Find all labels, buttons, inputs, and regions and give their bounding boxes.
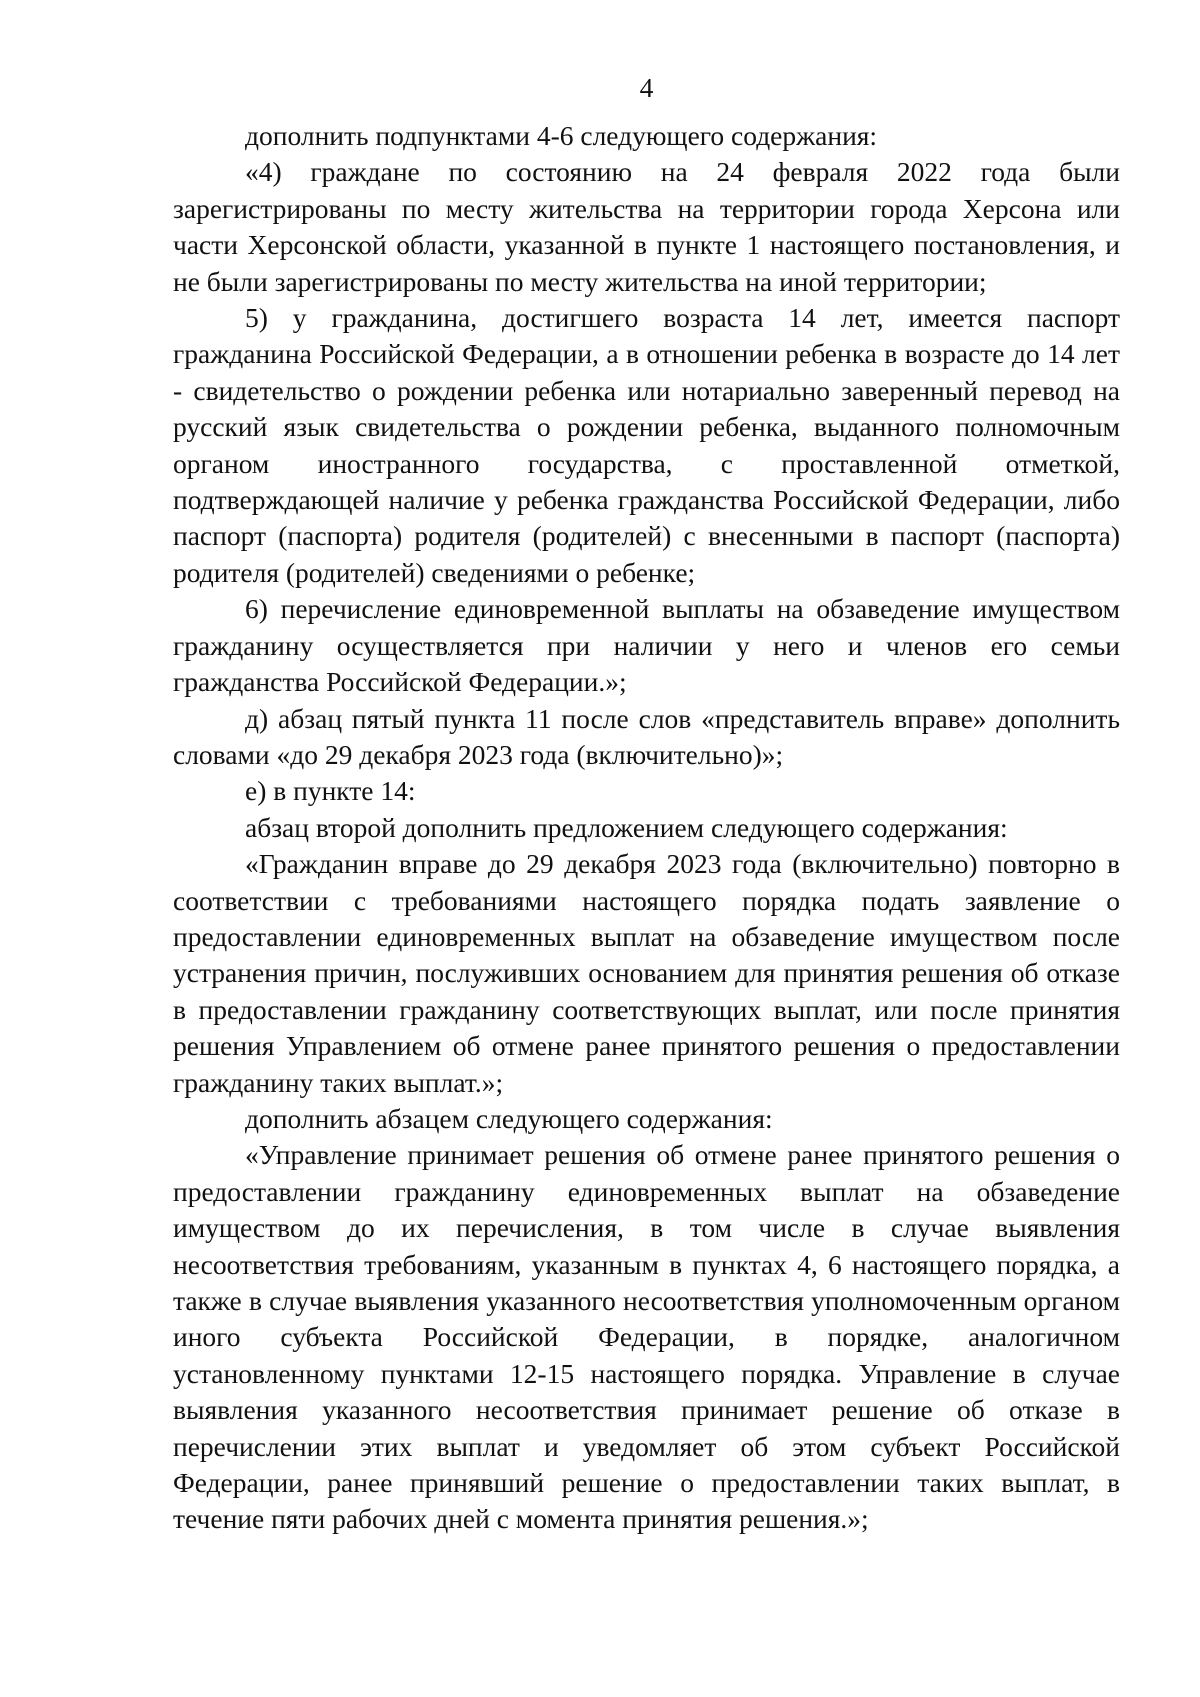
paragraph-e: е) в пункте 14: bbox=[245, 775, 416, 807]
paragraph-d: д) абзац пятый пункта 11 после слов «представитель вправе» дополнить словами «до 29 декабря 2023 года (включительно)»; bbox=[173, 702, 1120, 770]
paragraph-item-4: «4) граждане по состоянию на 24 февраля 2022 года были зарегистрированы по месту жительства на территории города Херсона или части Херсонской области, указанной в пункте 1 настоящего постановления, и не были зарегистрированы по месту жительства на иной территории; bbox=[173, 156, 1120, 297]
paragraph-item-5: 5) у гражданина, достигшего возраста 14 лет, имеется паспорт гражданина Российской Федерации, а в отношении ребенка в возрасте до 14 лет - свидетельство о рождении ребенка или нотариально заверенный перевод на русский язык свидетельства о рождении ребенка, выданного полномочным органом иностранного государства, с проставленной отметкой, подтверждающей наличие у ребенка гражданства Российской Федерации, либо паспорт (паспорта) родителя (родителей) с внесенными в паспорт (паспорта) родителя (родителей) сведениями о ребенке; bbox=[173, 302, 1120, 588]
paragraph-quote-citizen: «Гражданин вправе до 29 декабря 2023 года (включительно) повторно в соответствии с требованиями настоящего порядка подать заявление о предоставлении единовременных выплат на обзаведение имуществом после устранения причин, послуживших основанием для принятия решения об отказе в предоставлении гражданину соответствующих выплат, или после принятия решения Управлением об отмене ранее принятого решения о предоставлении гражданину таких выплат.»; bbox=[173, 848, 1120, 1098]
paragraph-intro: дополнить подпунктами 4-6 следующего содержания: bbox=[245, 120, 878, 151]
paragraph-quote-management: «Управление принимает решения об отмене ранее принятого решения о предоставлении гражданину единовременных выплат на обзаведение имуществом до их перечисления, в том числе в случае выявления несоответствия требованиям, указанным в пунктах 4, 6 настоящего порядка, а также в случае выявления указанного несоответствия уполномоченным органом иного субъекта Российской Федерации, в порядке, аналогичном установленному пунктами 12-15 настоящего порядка. Управление в случае выявления указанного несоответствия принимает решение об отказе в перечислении этих выплат и уведомляет об этом субъект Российской Федерации, ранее принявший решение о предоставлении таких выплат, в течение пяти рабочих дней с момента принятия решения.»; bbox=[173, 1139, 1120, 1535]
paragraph-add-abzac: дополнить абзацем следующего содержания: bbox=[245, 1102, 773, 1134]
paragraph-item-6: 6) перечисление единовременной выплаты на обзаведение имуществом гражданину осуществляется при наличии у него и членов его семьи гражданства Российской Федерации.»; bbox=[173, 593, 1120, 698]
paragraph-abzac-vtoroy: абзац второй дополнить предложением следующего содержания: bbox=[245, 811, 1008, 843]
page-number: 4 bbox=[639, 72, 654, 103]
